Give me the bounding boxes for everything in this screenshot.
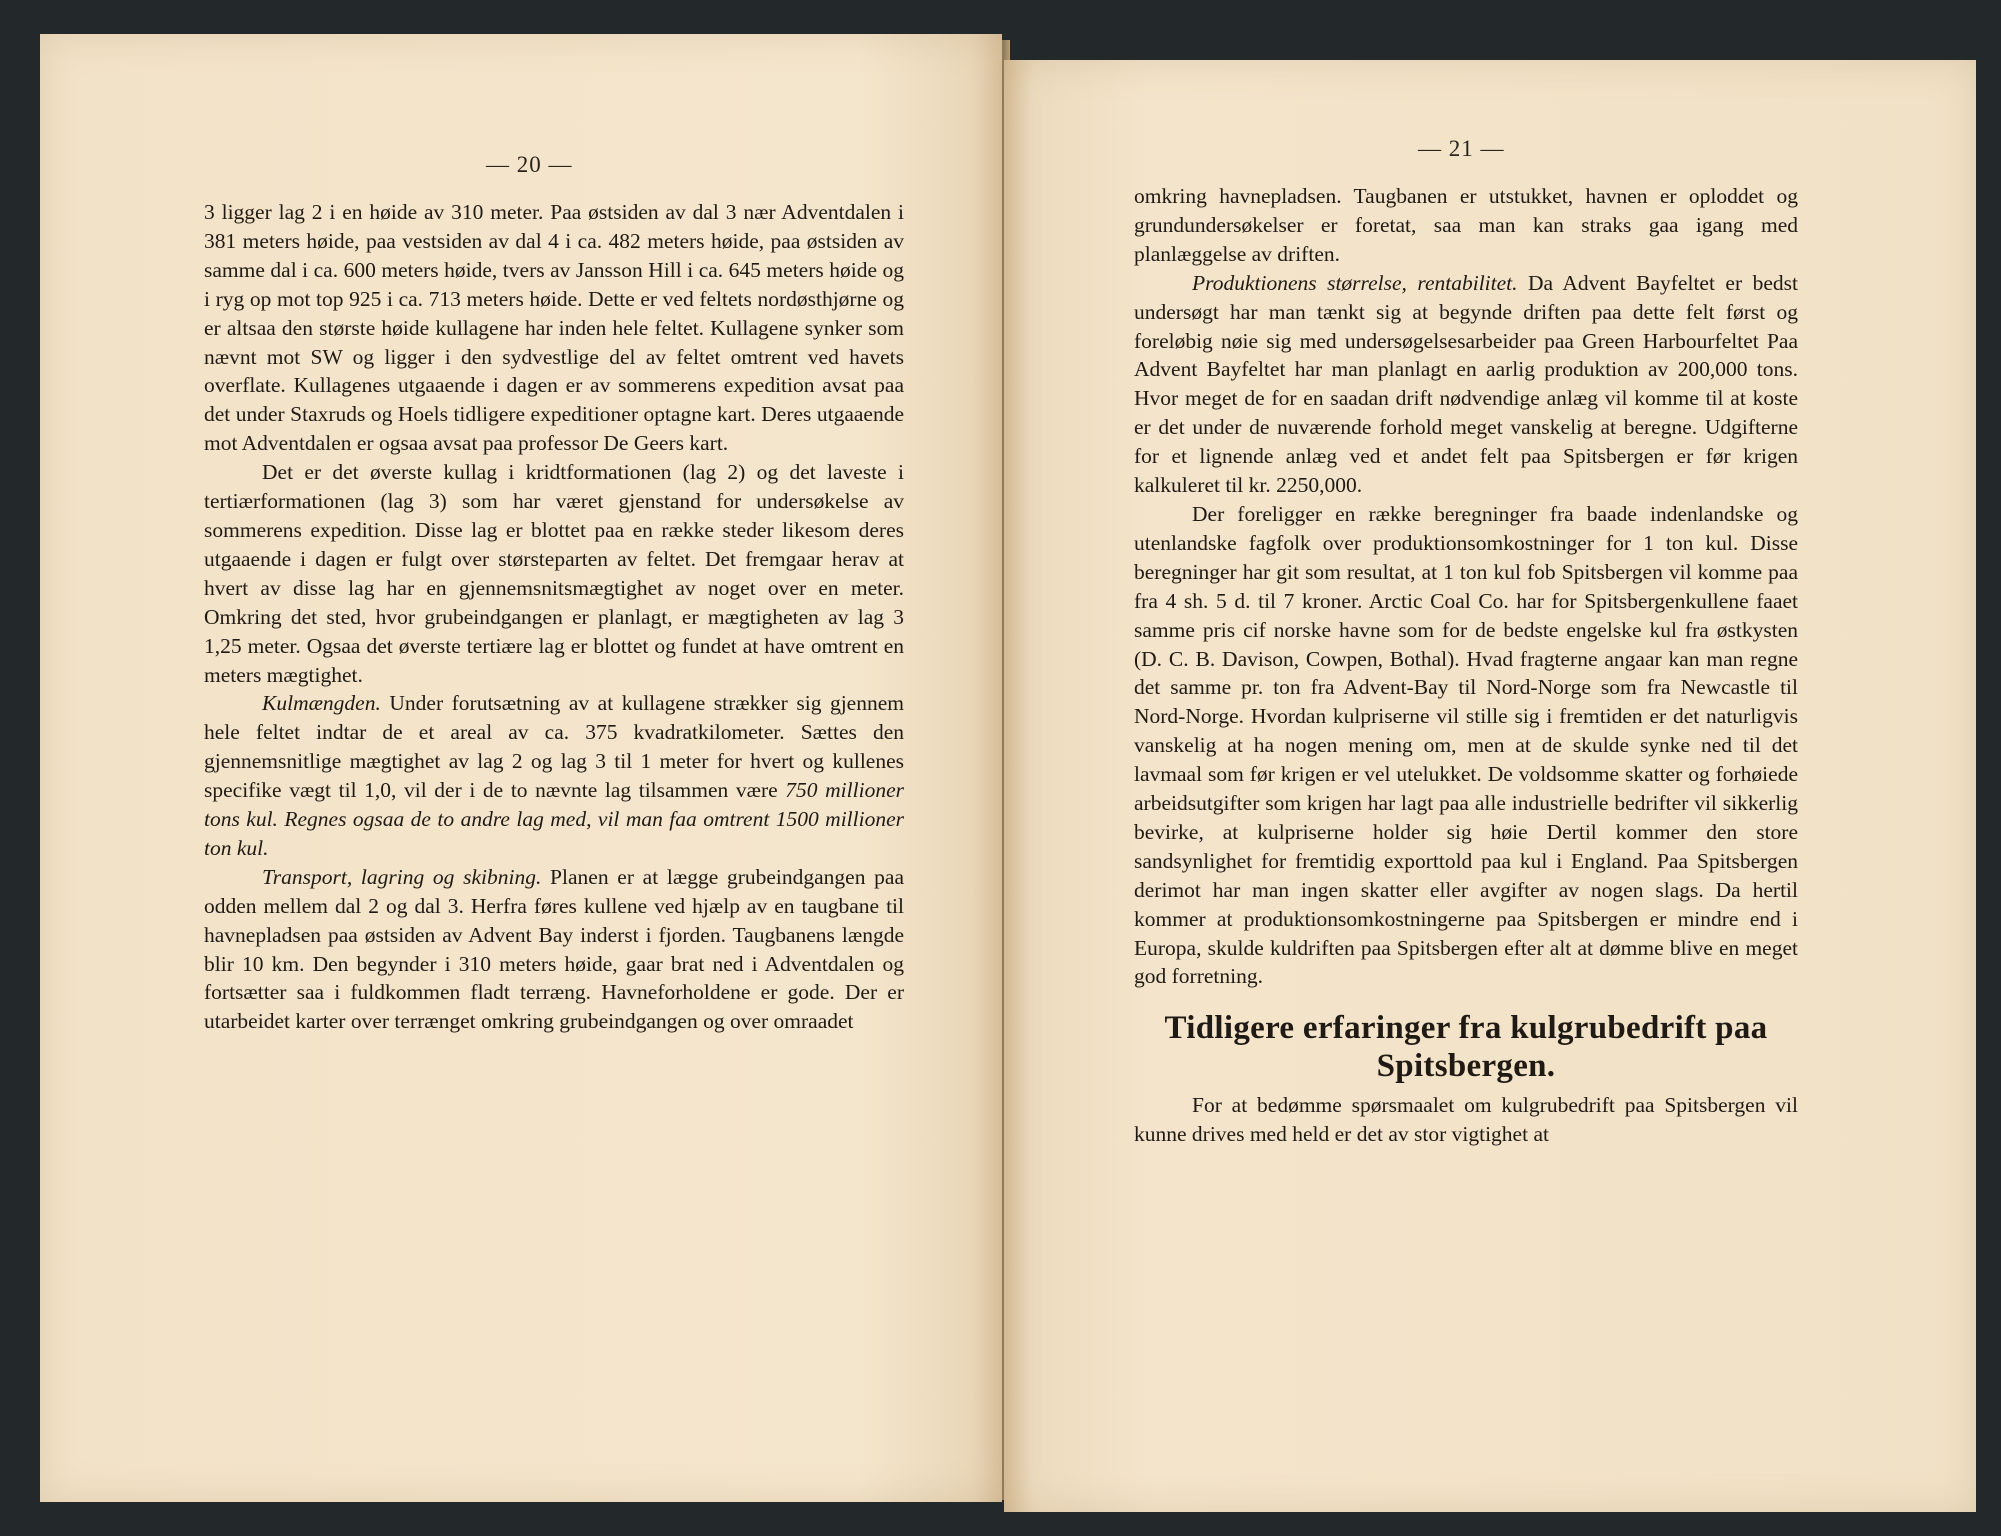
left-page-text: [204, 198, 904, 1036]
paragraph-lead: Kulmængden.: [262, 691, 381, 716]
paragraph-body: Da Advent Bayfeltet er bedst undersøgt har man tænkt sig at begynde driften paa dette felt først og foreløbig nøie sig med undersøgelsesarbeider paa Green Harbourfeltet Paa Advent Bayfeltet har man planlagt en aarlig produktion av 200,000 tons. Hvor meget de for en saadan drift nødvendige anlæg vil komme til at koste er det under de nuværende forhold meget vanskelig at beregne. Udgifterne for et lignende anlæg ved et andet felt paa Spitsbergen er før krigen kalkuleret til kr. 2250,000.: [1134, 270, 1798, 498]
paragraph: [1134, 500, 1798, 991]
paragraph: [1134, 269, 1798, 500]
paragraph: [1134, 182, 1798, 269]
paragraph-italic-tail: 750 millioner tons kul. Regnes ogsaa de to andre lag med, vil man faa omtrent 1500 millioner ton kul.: [204, 778, 904, 860]
paragraph: [204, 863, 904, 1036]
left-page: [40, 34, 1002, 1502]
paragraph-body: Under forutsætning av at kullagene strækker sig gjennem hele feltet indtar de et areal av ca. 375 kvadratkilometer. Sættes den gjennemsnitlige mægtighet av lag 2 og lag 3 til 1 meter for hvert og kullenes specifike vægt til 1,0, vil der i de to nævnte lag tilsammen være: [204, 691, 904, 803]
page-number: — 21 —: [1418, 136, 1505, 161]
right-page-text: [1134, 182, 1798, 1149]
paragraph-lead: Transport, lagring og skibning.: [262, 864, 542, 889]
right-page: [1004, 60, 1976, 1512]
paragraph-lead: Produktionens størrelse, rentabilitet.: [1192, 270, 1518, 295]
paragraph: [204, 458, 904, 689]
page-number: — 20 —: [486, 152, 573, 177]
paragraph-body: Planen er at lægge grubeindgangen paa odden mellem dal 2 og dal 3. Herfra føres kullene ved hjælp av en taugbane til havnepladsen paa østsiden av Advent Bay inderst i fjorden. Taugbanens længde blir 10 km. Den begynder i 310 meters høide, gaar brat ned i Adventdalen og fortsætter saa i fuldkommen fladt terræng. Havneforholdene er gode. Der er utarbeidet karter over terrænget omkring grubeindgangen og over omraadet: [204, 864, 904, 1034]
section-heading: Tidligere erfaringer fra kulgrubedrift paa Spitsbergen.: [1164, 1010, 1768, 1085]
paragraph-body: 3 ligger lag 2 i en høide av 310 meter. Paa østsiden av dal 3 nær Adventdalen i 381 meters høide, paa vestsiden av dal 4 i ca. 482 meters høide, paa østsiden av samme dal i ca. 600 meters høide, tvers av Jansson Hill i ca. 645 meters høide og i ryg op mot top 925 i ca. 713 meters høide. Dette er ved feltets nordøsthjørne og er altsaa den største høide kullagene har inden hele feltet. Kullagene synker som nævnt mot SW og ligger i den sydvestlige del av feltet omtrent ved havets overflate. Kullagenes utgaaende i dagen er av sommerens expedition avsat paa det under Staxruds og Hoels tidligere expeditioner optagne kart. Deres utgaaende mot Adventdalen er ogsaa avsat paa professor De Geers kart.: [204, 200, 904, 456]
paragraph-body: Det er det øverste kullag i kridtformationen (lag 2) og det laveste i tertiærformationen (lag 3) som har været gjenstand for undersøkelse av sommerens expedition. Disse lag er blottet paa en række steder likesom deres utgaaende i dagen er fulgt over størsteparten av feltet. Det fremgaar herav at hvert av disse lag har en gjennemsnitsmægtighet av noget over en meter. Omkring det sted, hvor grubeindgangen er planlagt, er mægtigheten av lag 3 1,25 meter. Ogsaa det øverste tertiære lag er blottet og fundet at have omtrent en meters mægtighet.: [204, 460, 904, 687]
paragraph: For at bedømme spørsmaalet om kulgrubedrift paa Spitsbergen vil kunne drives med held er det av stor vigtighet at: [1134, 1093, 1798, 1147]
paragraph: [204, 198, 904, 458]
paragraph-body: omkring havnepladsen. Taugbanen er utstukket, havnen er oploddet og grundundersøkelser er foretat, saa man kan straks gaa igang med planlæggelse av driften.: [1134, 184, 1798, 266]
paragraph-body: Der foreligger en række beregninger fra baade indenlandske og utenlandske fagfolk over produktionsomkostninger for 1 ton kul. Disse beregninger har git som resultat, at 1 ton kul fob Spitsbergen vil komme paa fra 4 sh. 5 d. til 7 kroner. Arctic Coal Co. har for Spitsbergenkullene faaet samme pris cif norske havne som for de bedste engelske kul fra østkysten (D. C. B. Davison, Cowpen, Bothal). Hvad fragterne angaar kan man regne det samme pr. ton fra Advent-Bay til Nord-Norge som fra Newcastle til Nord-Norge. Hvordan kulpriserne vil stille sig i fremtiden er det naturligvis vanskelig at ha nogen mening om, men at de skulde synke ned til det lavmaal som før krigen er vel utelukket. De voldsomme skatter og forhøiede arbeidsutgifter som krigen har lagt paa alle industrielle bedrifter vil sikkerlig bevirke, at kulpriserne holder sig høie Dertil kommer den store sandsynlighet for fremtidig exporttold paa kul i England. Paa Spitsbergen derimot har man ingen skatter eller avgifter av nogen slags. Da hertil kommer at produktionsomkostningerne paa Spitsbergen er mindre end i Europa, skulde kuldriften paa Spitsbergen efter alt at dømme blive en meget god forretning.: [1134, 501, 1798, 989]
paragraph: [204, 689, 904, 862]
